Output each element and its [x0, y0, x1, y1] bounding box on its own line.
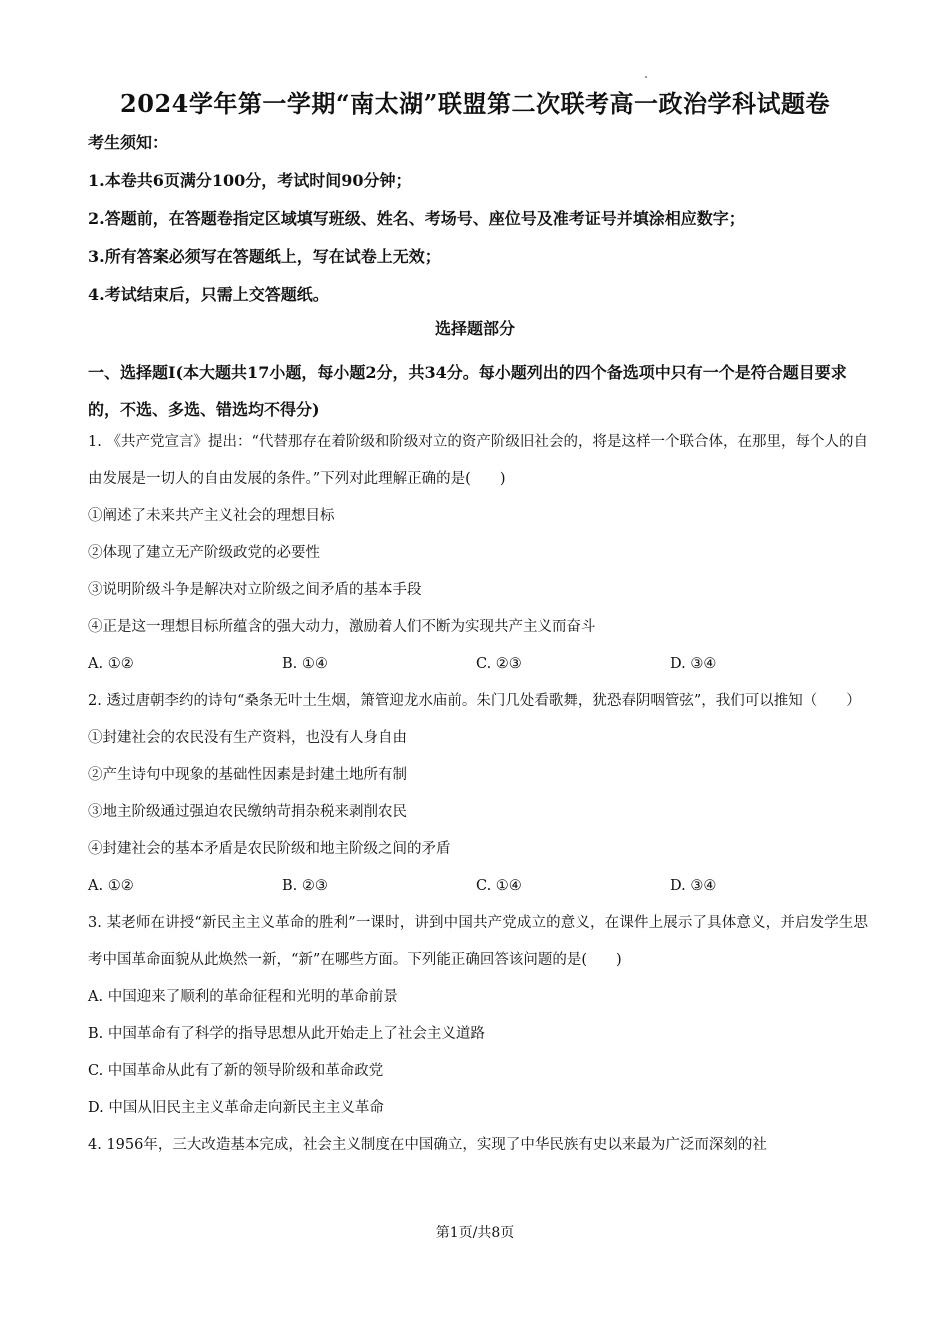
option-c: C. ②③: [476, 656, 522, 672]
section-title: 选择题部分: [434, 319, 515, 338]
option-d: D. ③④: [670, 878, 717, 894]
option-d: D. ③④: [670, 656, 717, 672]
question-stem: 1. 《共产党宣言》提出：“代替那存在着阶级和阶级对立的资产阶级旧社会的，将是这样一个联合体，在那里，每个人的自由发展是一切人的自由发展的条件。”下列对此理解正确的是( ): [88, 434, 868, 487]
option-c: C. ①④: [476, 878, 522, 894]
option-a: A. ①②: [88, 656, 134, 672]
question-stem: 2. 透过唐朝李约的诗句“桑条无叶土生烟，箫管迎龙水庙前。朱门几处看歌舞，犹恐春阴咽管弦”，我们可以推知（ ）: [88, 693, 861, 709]
choice-b: B. 中国革命有了科学的指导思想从此开始走上了社会主义道路: [88, 1026, 485, 1042]
choice-d: D. 中国从旧民主主义革命走向新民主主义革命: [88, 1100, 384, 1116]
statement: ①阐述了未来共产主义社会的理想目标: [88, 508, 335, 524]
answer-options: [88, 868, 868, 905]
statement: ④正是这一理想目标所蕴含的强大动力，激励着人们不断为实现共产主义而奋斗: [88, 619, 596, 635]
statement: ③说明阶级斗争是解决对立阶级之间矛盾的基本手段: [88, 582, 422, 598]
statement: ①封建社会的农民没有生产资料，也没有人身自由: [88, 730, 407, 746]
option-b: B. ①④: [282, 656, 328, 672]
question-4: [88, 1127, 868, 1164]
choice-c: C. 中国革命从此有了新的领导阶级和革命政党: [88, 1063, 384, 1079]
scan-speck: [645, 76, 647, 78]
statement: ②产生诗句中现象的基础性因素是封建土地所有制: [88, 767, 407, 783]
notice-item: 4.考试结束后，只需上交答题纸。: [88, 285, 329, 304]
part-title: 一、选择题Ⅰ(本大题共17小题，每小题2分，共34分。每小题列出的四个备选项中只有一个是符合题目要求的，不选、多选、错选均不得分): [88, 363, 847, 419]
page-footer: 第1页/共8页: [435, 1225, 515, 1241]
question-3: [88, 905, 868, 1127]
notice-item: 1.本卷共6页满分100分，考试时间90分钟；: [88, 171, 412, 190]
statement: ②体现了建立无产阶级政党的必要性: [88, 545, 320, 561]
notice-heading: 考生须知：: [88, 133, 169, 152]
choice-a: A. 中国迎来了顺利的革命征程和光明的革命前景: [88, 989, 398, 1005]
question-list: [88, 424, 868, 1164]
question-1: [88, 424, 868, 683]
statement: ④封建社会的基本矛盾是农民阶级和地主阶级之间的矛盾: [88, 841, 451, 857]
page-title: 2024学年第一学期“南太湖”联盟第二次联考高一政治学科试题卷: [120, 89, 830, 118]
statement: ③地主阶级通过强迫农民缴纳苛捐杂税来剥削农民: [88, 804, 407, 820]
option-b: B. ②③: [282, 878, 328, 894]
question-2: [88, 683, 868, 905]
question-stem: 4. 1956年，三大改造基本完成，社会主义制度在中国确立，实现了中华民族有史以来最为广泛而深刻的社: [88, 1137, 767, 1153]
candidate-notice: [88, 128, 868, 318]
option-a: A. ①②: [88, 878, 134, 894]
question-stem: 3. 某老师在讲授“新民主主义革命的胜利”一课时，讲到中国共产党成立的意义，在课件上展示了具体意义，并启发学生思考中国革命面貌从此焕然一新，“新”在哪些方面。下列能正确回答该问题的是( ): [88, 915, 868, 968]
answer-options: [88, 646, 868, 683]
notice-item: 3.所有答案必须写在答题纸上，写在试卷上无效；: [88, 247, 441, 266]
notice-item: 2.答题前，在答题卷指定区域填写班级、姓名、考场号、座位号及准考证号并填涂相应数字；: [88, 209, 745, 228]
